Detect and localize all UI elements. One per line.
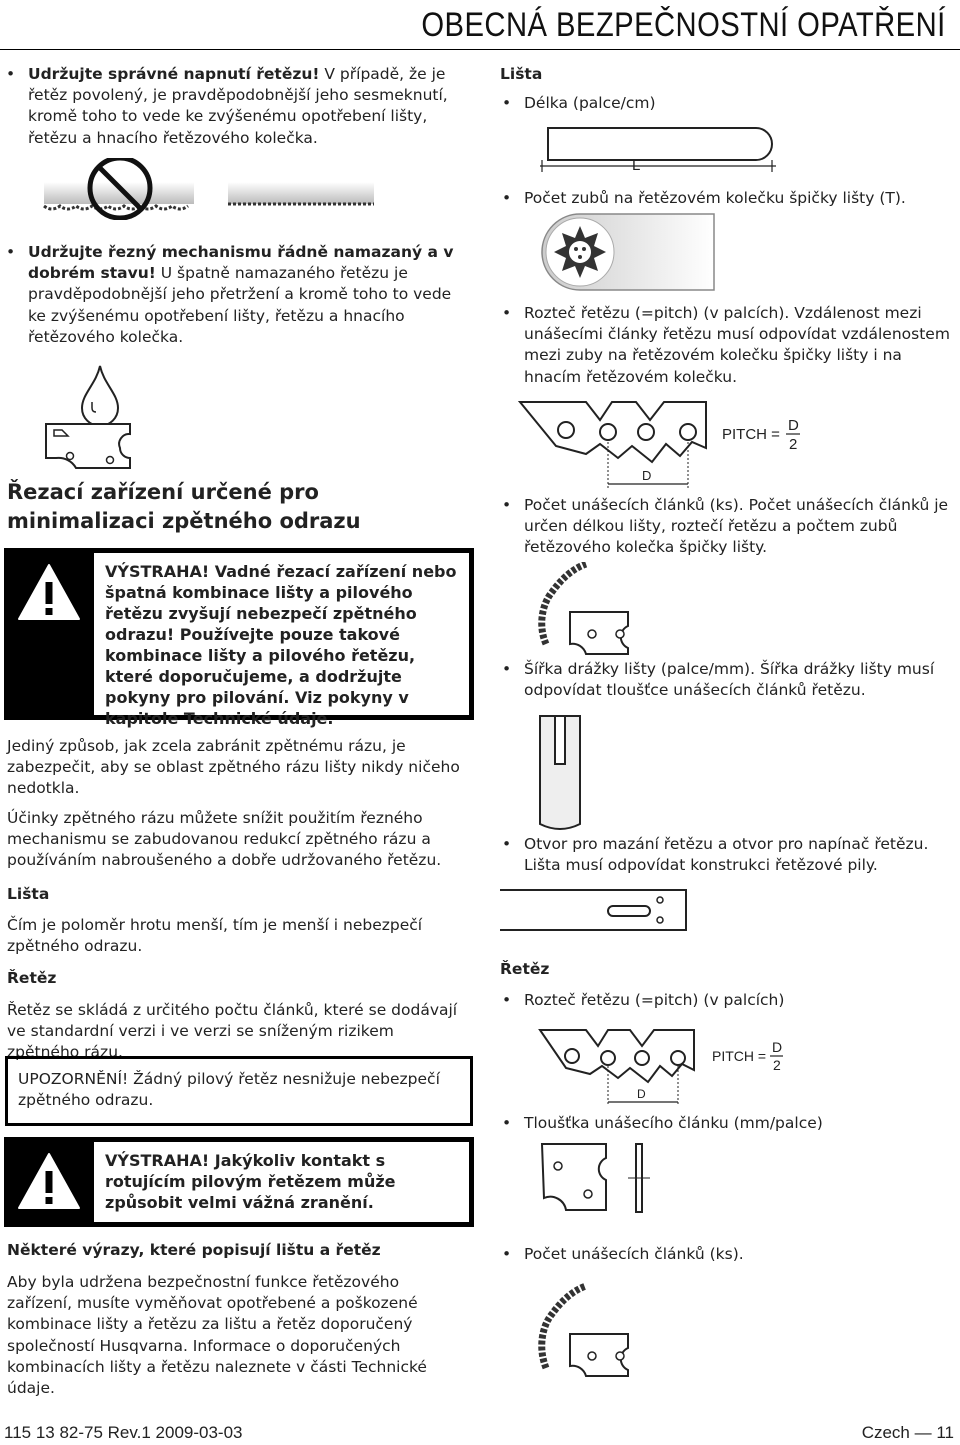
bullet-drive-link-thickness <box>496 1113 958 1134</box>
pitch-formula-numerator: D <box>788 417 799 434</box>
bar-length-illustration <box>530 118 780 178</box>
rivet-icon <box>635 1051 649 1065</box>
drive-links-illustration-2 <box>534 1282 652 1382</box>
bullet-chain-pitch <box>496 303 958 388</box>
bullet-dot: • <box>502 660 512 678</box>
section-heading: Řezací zařízení určené pro minimalizaci zpětného odrazu <box>7 480 361 533</box>
heading-terms: Některé výrazy, které popisují lištu a řetěz <box>7 1241 381 1259</box>
rivet-icon <box>565 1049 579 1063</box>
groove-width-illustration <box>536 712 584 834</box>
warning-text: VÝSTRAHA! Jakýkoliv kontakt s rotujícím pilovým řetězem může způsobit velmi vážná zranění. <box>105 1151 396 1212</box>
rivet-icon <box>638 424 654 440</box>
pitch-formula-denominator: 2 <box>773 1057 781 1073</box>
guide-bar-outline <box>548 128 772 160</box>
bullet-chain-pitch-2 <box>496 990 958 1011</box>
bullet-oil-hole <box>496 834 958 876</box>
chain-pitch-illustration <box>516 396 816 492</box>
chain-pitch-illustration-2 <box>536 1022 796 1108</box>
bullet-text: Rozteč řetězu (=pitch) (v palcích) <box>524 991 785 1009</box>
warning-triangle-icon <box>16 562 82 622</box>
paragraph-tip-radius: Čím je poloměr hrotu menší, tím je menší i nebezpečí zpětného odrazu. <box>7 916 423 956</box>
pitch-d-label: D <box>637 1087 646 1101</box>
bullet-dot: • <box>502 835 512 853</box>
bar-holes-illustration <box>500 884 690 936</box>
bullet-groove-width <box>496 659 958 701</box>
paragraph-chain-links: Řetěz se skládá z určitého počtu článků, které se dodávají ve standardní verzi i ve verzi se sníženým rizikem zpětného rázu. <box>7 1001 458 1062</box>
page-number: 11 <box>936 1423 954 1442</box>
oil-drop-icon <box>82 366 118 426</box>
tight-bar <box>228 182 374 204</box>
pitch-d-label: D <box>642 468 652 483</box>
paragraph-kickback-effects: Účinky zpětného rázu můžete snížit použitím řezného mechanismu se zabudovanou redukcí zpětného rázu a používáním nabroušeného a dobře udržovaného řetězu. <box>7 809 442 870</box>
nose-sprocket-illustration <box>536 208 716 294</box>
bullet-text: Šířka drážky lišty (palce/mm). Šířka drážky lišty musí odpovídat tloušťce unášecích článků řetězu. <box>524 660 935 700</box>
note-box <box>5 1056 473 1126</box>
pitch-formula-label: PITCH = <box>712 1048 767 1064</box>
tensioner-slot-icon <box>608 906 650 916</box>
rivet-icon <box>671 1051 685 1065</box>
bullet-lubrication <box>0 242 470 348</box>
rivet-icon <box>558 422 574 438</box>
bullet-bold: Udržujte správné napnutí řetězu! <box>28 65 320 83</box>
loose-chain <box>44 206 188 209</box>
bullet-text: Počet unášecích článků (ks). Počet unášecích článků je určen délkou lišty, roztečí řetězu a počtem zubů řetězového kolečka špičky lišty. <box>524 496 949 557</box>
bullet-dot: • <box>502 1114 512 1132</box>
chain-tension-illustration <box>40 158 380 220</box>
paragraph-replacement: Aby byla udržena bezpečnostní funkce řetězového zařízení, musíte vyměňovat opotřebené a poškozené kombinace lišty a řetězu za lištu a řetěz doporučený společností Husqvarna. Informace o doporučených kombinacích lišty a řetězu naleznete v části Technické údaje. <box>7 1273 427 1398</box>
oil-hole-icon <box>657 897 663 903</box>
bullet-bar-length <box>496 93 956 114</box>
bullet-dot: • <box>6 243 16 261</box>
groove-icon <box>555 716 565 764</box>
bullet-text: V případě, že je řetěz povolený, je pravděpodobnější jeho sesmeknutí, kromě toho to vede ke zvýšenému opotřebení lišty, řetězu a hnacího řetězového kolečka. <box>28 65 448 147</box>
bullet-dot: • <box>502 1245 512 1263</box>
bullet-dot: • <box>502 991 512 1009</box>
bullet-dot: • <box>502 94 512 112</box>
heading-lista: Lišta <box>7 885 50 903</box>
drive-link-thickness-illustration <box>536 1138 666 1220</box>
pitch-formula-label: PITCH = <box>722 426 780 443</box>
footer-doc-id: 115 13 82-75 Rev.1 2009-03-03 <box>4 1423 243 1442</box>
warning-triangle-icon <box>16 1151 82 1211</box>
footer-language: Czech <box>861 1423 910 1442</box>
bullet-bold: Udržujte řezný mechanismu řádně namazaný a v dobrém stavu! <box>28 243 454 283</box>
paragraph-kickback-zone: Jediný způsob, jak zcela zabránit zpětnému rázu, je zabezpečit, aby se oblast zpětného rázu lišty nikdy ničeho nedotkla. <box>7 737 460 798</box>
bullet-text: Délka (palce/cm) <box>524 94 656 112</box>
header-rule <box>0 49 960 50</box>
bullet-text: U špatně namazaného řetězu je pravděpodobnější jeho přetržení a kromě toho to vede ke zvýšenému opotřebení lišty, řetězu a hnacího řetězového kolečka. <box>28 264 452 346</box>
bullet-dot: • <box>502 496 512 514</box>
footer-page-info <box>862 1423 954 1443</box>
bullet-text: Rozteč řetězu (=pitch) (v palcích). Vzdálenost mezi unášecími články řetězu musí odpovídat vzdálenostem mezi zuby na řetězovém kolečku špičky lišty i na hnacím řetězovém kolečku. <box>524 304 950 386</box>
warning-box-contact <box>4 1137 474 1227</box>
pitch-formula-numerator: D <box>772 1039 783 1055</box>
bullet-text: Počet unášecích článků (ks). <box>524 1245 744 1263</box>
footer-separator: — <box>914 1423 932 1442</box>
bullet-drive-link-count <box>496 1244 958 1265</box>
note-text: UPOZORNĚNÍ! Žádný pilový řetěz nesnižuje nebezpečí zpětného odrazu. <box>18 1070 440 1110</box>
bullet-text: Počet zubů na řetězovém kolečku špičky lišty (T). <box>524 189 906 207</box>
drive-link-icon <box>542 1144 606 1210</box>
rivet-icon <box>601 1051 615 1065</box>
page-title: OBECNÁ BEZPEČNOSTNÍ OPATŘENÍ <box>421 6 946 44</box>
warning-box-kickback <box>4 548 474 728</box>
pitch-formula-denominator: 2 <box>789 436 798 453</box>
heading-retez-right: Řetěz <box>500 960 550 978</box>
bullet-drive-links <box>496 495 958 559</box>
bullet-text: Otvor pro mazání řetězu a otvor pro napínač řetězu. Lišta musí odpovídat konstrukci řetězové pily. <box>524 835 929 875</box>
drive-links-illustration <box>534 562 652 658</box>
lubrication-illustration <box>40 360 140 478</box>
bullet-chain-tension <box>0 64 470 149</box>
length-label: L <box>632 157 641 174</box>
heading-retez: Řetěz <box>7 969 57 987</box>
rivet-icon <box>680 424 696 440</box>
bullet-dot: • <box>6 65 16 83</box>
bullet-dot: • <box>502 304 512 322</box>
bar-end-outline <box>500 890 686 930</box>
bullet-text: Tloušťka unášecího článku (mm/palce) <box>524 1114 823 1132</box>
rivet-icon <box>600 424 616 440</box>
heading-lista-right: Lišta <box>500 65 543 83</box>
bullet-dot: • <box>502 189 512 207</box>
bullet-sprocket-teeth <box>496 188 956 209</box>
warning-text: VÝSTRAHA! Vadné řezací zařízení nebo špatná kombinace lišty a pilového řetězu zvyšují nebezpečí zpětného odrazu! Používejte pouze takové kombinace lišty a pilového řetězu, které doporučujeme, a dodržujte pokyny pro pilování. Viz pokyny v kapitole Technické údaje. <box>105 562 457 728</box>
